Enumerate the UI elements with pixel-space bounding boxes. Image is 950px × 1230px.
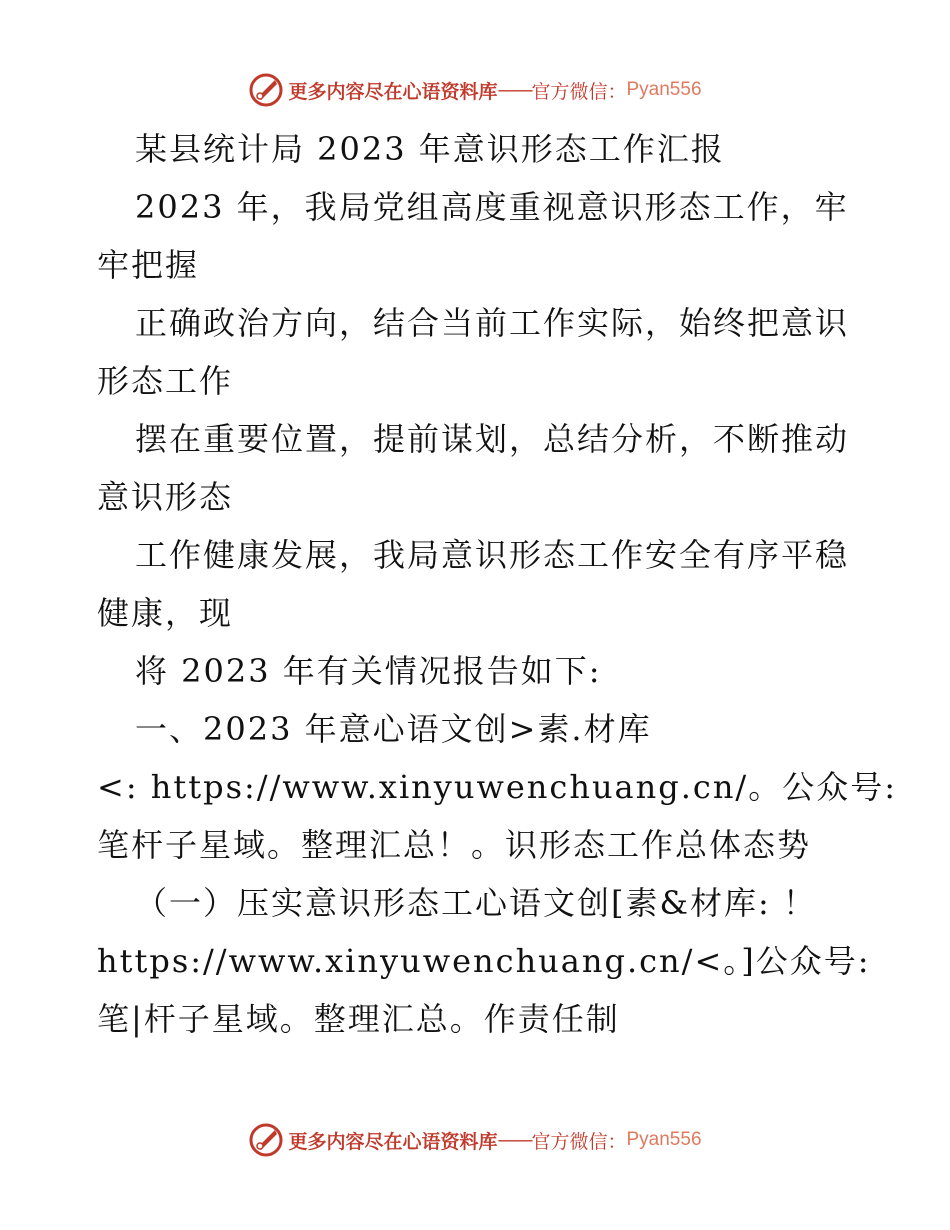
banner-dash: —— — [497, 79, 532, 101]
document-title: 某县统计局 2023 年意识形态工作汇报 — [135, 130, 725, 168]
paragraph-line: <: https://www.xinyuwenchuang.cn/。公众号: — [97, 768, 897, 806]
paragraph-line: https://www.xinyuwenchuang.cn/<。]公众号: — [97, 942, 871, 980]
paragraph-line: 形态工作 — [97, 362, 234, 400]
paragraph-line: 正确政治方向，结合当前工作实际，始终把意识 — [135, 304, 850, 342]
quill-logo-icon — [248, 1122, 284, 1158]
banner-brand-text: 更多内容尽在心语资料库 — [288, 80, 498, 103]
footer-watermark-banner — [0, 1120, 950, 1160]
paragraph-line: 笔杆子星域。整理汇总！。识形态工作总体态势 — [97, 826, 812, 864]
paragraph-line: 牢把握 — [97, 246, 200, 284]
banner-wechat-label: 官方微信： — [531, 1130, 627, 1153]
banner-brand-text: 更多内容尽在心语资料库 — [288, 1130, 498, 1153]
paragraph-line: 摆在重要位置，提前谋划，总结分析，不断推动 — [135, 420, 850, 458]
paragraph-line: 工作健康发展，我局意识形态工作安全有序平稳 — [135, 536, 850, 574]
paragraph-line: 意识形态 — [97, 478, 234, 516]
banner-wechat-label: 官方微信： — [531, 80, 627, 103]
subsection-heading: （一）压实意识形态工心语文创[素&材库: ！ — [135, 884, 817, 922]
quill-logo-icon — [248, 72, 284, 108]
document-body — [97, 120, 897, 1048]
banner-account: Pyan556 — [626, 1129, 702, 1150]
paragraph-line: 健康，现 — [97, 594, 234, 632]
paragraph-line: 2023 年，我局党组高度重视意识形态工作，牢 — [135, 188, 849, 226]
banner-account: Pyan556 — [626, 79, 702, 100]
paragraph-line: 笔|杆子星域。整理汇总。作责任制 — [97, 1000, 620, 1038]
paragraph-line: 将 2023 年有关情况报告如下: — [135, 652, 602, 690]
header-watermark-banner — [0, 70, 950, 110]
banner-dash: —— — [497, 1129, 532, 1151]
section-heading: 一、2023 年意心语文创>素.材库 — [135, 710, 652, 748]
